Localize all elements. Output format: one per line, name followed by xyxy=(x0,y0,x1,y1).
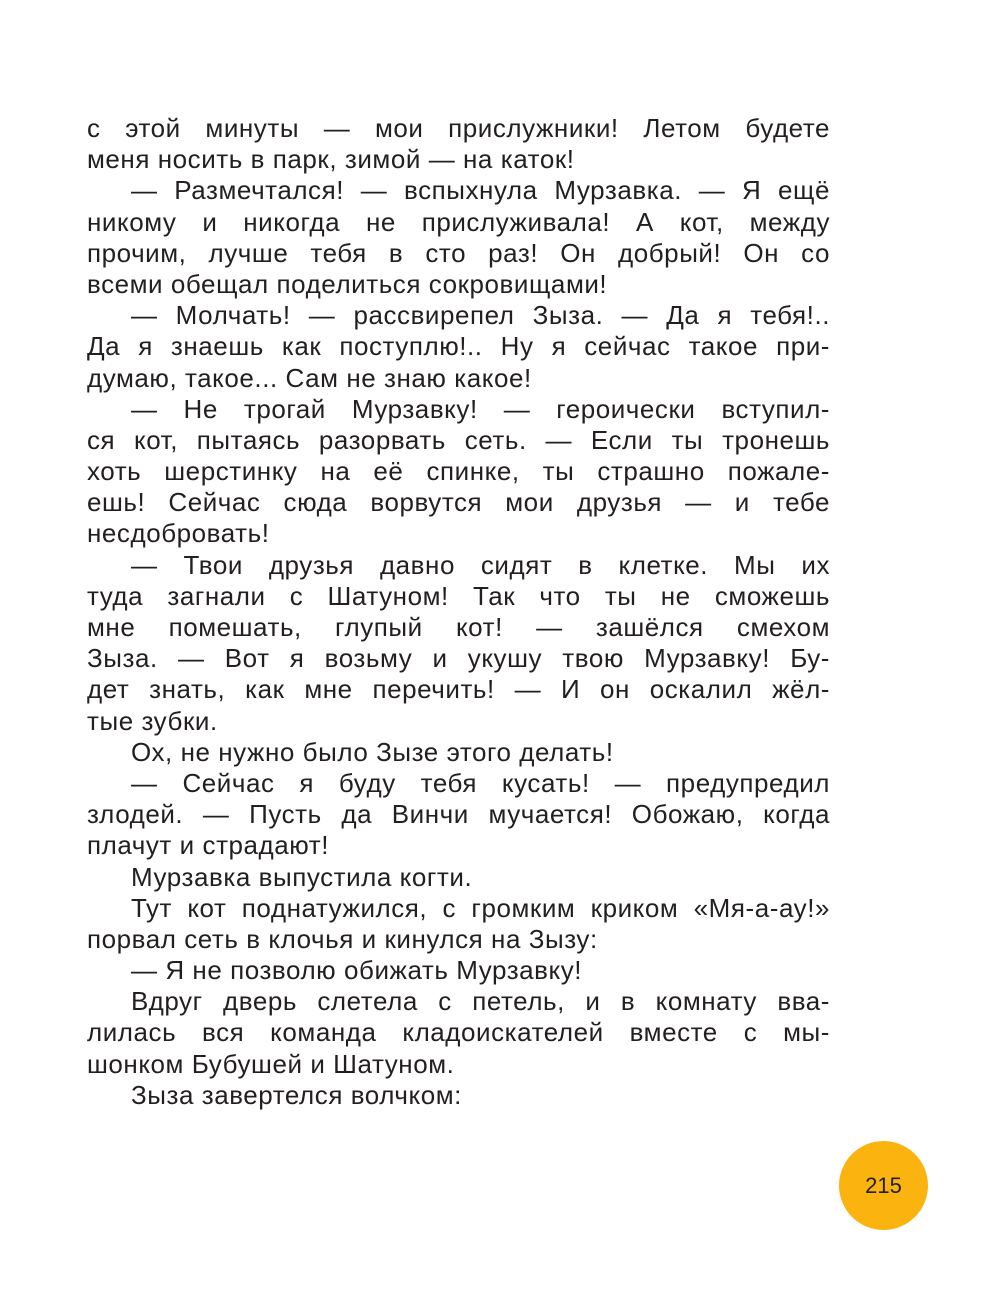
text-line: Зыза завертелся волчком: xyxy=(131,1079,462,1110)
text-line: хоть шерстинку на её спинке, ты страшно пожале- xyxy=(87,456,830,487)
text-line: Ох, не нужно было Зызе этого делать! xyxy=(131,736,614,767)
text-line: — Молчать! — рассвирепел Зыза. — Да я тебя!.. xyxy=(131,300,830,331)
text-line: — Размечтался! — вспыхнула Мурзавка. — Я ещё xyxy=(131,175,830,206)
text-line: несдобровать! xyxy=(87,518,270,549)
text-line: порвал сеть в клочья и кинулся на Зызу: xyxy=(87,923,598,954)
text-line: тые зубки. xyxy=(87,705,218,736)
text-line: лилась вся команда кладоискателей вместе с мы- xyxy=(87,1017,830,1048)
text-line: Да я знаешь как поступлю!.. Ну я сейчас такое при- xyxy=(87,331,830,362)
text-line: шонком Бубушей и Шатуном. xyxy=(87,1048,455,1079)
text-line: всеми обещал поделиться сокровищами! xyxy=(87,268,608,299)
text-line: Мурзавка выпустила когти. xyxy=(131,861,473,892)
text-line: с этой минуты — мои прислужники! Летом будете xyxy=(87,113,830,143)
text-line: меня носить в парк, зимой — на каток! xyxy=(87,144,575,175)
text-line: прочим, лучше тебя в сто раз! Он добрый! Он со xyxy=(87,237,830,268)
text-line: туда загнали с Шатуном! Так что ты не сможешь xyxy=(87,580,830,611)
text-line: злодей. — Пусть да Винчи мучается! Обожаю, когда xyxy=(87,799,830,830)
text-line: думаю, такое... Сам не знаю какое! xyxy=(87,362,532,393)
text-line: никому и никогда не прислуживала! А кот, между xyxy=(87,206,830,237)
text-line: — Твои друзья давно сидят в клетке. Мы их xyxy=(131,549,830,580)
page-number: 215 xyxy=(865,1172,902,1198)
story-text xyxy=(87,113,830,1111)
text-line: Зыза. — Вот я возьму и укушу твою Мурзавку! Бу- xyxy=(87,643,830,674)
text-line: ешь! Сейчас сюда ворвутся мои друзья — и тебе xyxy=(87,487,830,518)
text-line: — Сейчас я буду тебя кусать! — предупредил xyxy=(131,767,830,798)
text-line: — Я не позволю обижать Мурзавку! xyxy=(131,955,583,986)
text-line: плачут и страдают! xyxy=(87,830,329,861)
text-line: Тут кот поднатужился, с громким криком «Мя-а-ау!» xyxy=(131,892,830,923)
text-line: мне помешать, глупый кот! — зашёлся смехом xyxy=(87,612,830,642)
text-line: ся кот, пытаясь разорвать сеть. — Если ты тронешь xyxy=(87,424,830,455)
text-line: дет знать, как мне перечить! — И он оскалил жёл- xyxy=(87,674,830,705)
page-number-badge xyxy=(839,1141,928,1230)
text-line: — Не трогай Мурзавку! — героически вступил- xyxy=(131,393,830,424)
text-line: Вдруг дверь слетела с петель, и в комнату вва- xyxy=(131,986,830,1017)
